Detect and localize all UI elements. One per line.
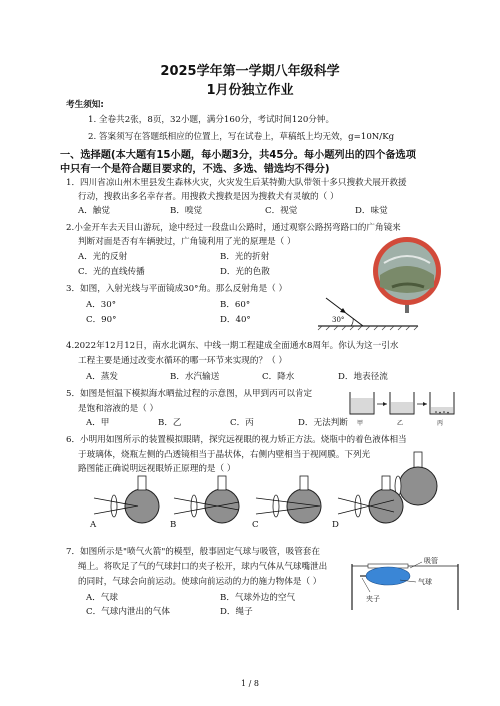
q7-option-b: B．气球外边的空气	[220, 593, 296, 603]
q7-option-d: D．绳子	[220, 607, 253, 617]
q7-option-a: A．气球	[86, 593, 118, 603]
section-heading-line-2: 中只有一个是符合题目要求的，不选、多选、错选均不得分)	[60, 164, 330, 175]
q2-option-a: A．光的反射	[78, 252, 128, 262]
exam-subtitle: 1月份独立作业	[206, 83, 294, 98]
q2-option-b: B．光的折射	[220, 252, 270, 262]
beaker-label-yi: 乙	[397, 420, 404, 427]
q6-option-b-diagram	[174, 476, 239, 523]
q1-option-b: B．嗅觉	[170, 206, 203, 216]
notice-item-1: 1. 全卷共2张，8页，32小题，满分160分，考试时间120分钟。	[88, 115, 335, 125]
beaker-label-jia: 甲	[357, 420, 364, 427]
q6-option-c-diagram	[256, 476, 321, 523]
q6-option-a-diagram	[94, 476, 159, 523]
q4-line-1: 4.2022年12月12日，南水北调东、中线一期工程建成全面通水8周年。你认为这一引水	[66, 341, 399, 351]
section-heading-line-1: 一、选择题(本大题有15小题，每小题3分，共45分。每小题列出的四个备选项	[60, 150, 416, 161]
q5-option-a: A．甲	[86, 418, 110, 428]
q2-line-1: 2.小金开车去天目山游玩，途中经过一段盘山公路时，通过观察公路拐弯路口的广角镜来	[66, 223, 401, 233]
q3-angle-label: 30°	[332, 316, 345, 324]
q6-option-c-label: C	[252, 520, 259, 530]
q6-option-d-label: D	[332, 520, 339, 530]
q7-line-1: 7．如图所示是"喷气火箭"的模型，般事固定气球与吸管，吸管套在	[66, 547, 320, 557]
q3-option-d: D．40°	[220, 315, 251, 325]
q3-option-c: C．90°	[86, 315, 117, 325]
beaker-bing	[430, 392, 454, 414]
q2-line-2: 判断对面是否有车辆驶过，广角镜利用了光的原理是（ ）	[78, 237, 296, 247]
beakers-figure	[346, 388, 464, 422]
q2-option-d: D．光的色散	[220, 267, 270, 277]
exam-title: 2025学年第一学期八年级科学	[160, 64, 340, 79]
notice-heading: 考生须知:	[66, 100, 104, 110]
page-number: 1 / 8	[241, 679, 259, 688]
q7-fig-label-balloon: 气球	[418, 578, 432, 586]
q1-option-c: C．视觉	[265, 206, 298, 216]
q4-option-a: A．蒸发	[86, 372, 118, 382]
q5-line-1: 5．如图是恒温下模拟海水晒盐过程的示意图，从甲到丙可以肯定	[66, 389, 313, 399]
q5-option-c: C．丙	[230, 418, 254, 428]
q1-line-1: 1．四川省凉山州木里县发生森林火灾，火灾发生后某特勤大队带领十多只搜救犬展开救援	[66, 178, 407, 188]
q7-option-c: C．气球内泄出的气体	[86, 607, 170, 617]
q1-option-d: D．味觉	[355, 206, 388, 216]
q4-option-b: B．水汽输送	[170, 372, 220, 382]
q6-option-b-label: B	[170, 520, 177, 530]
q4-option-c: C．降水	[262, 372, 295, 382]
q4-line-2: 工程主要是通过改变水循环的哪一环节来实现的？（ ）	[78, 356, 287, 366]
q5-line-2: 是饱和溶液的是（ ）	[78, 404, 159, 414]
beaker-yi	[390, 392, 414, 414]
q1-line-2: 行动，搜救出多名幸存者。用搜救犬搜救是因为搜救犬有灵敏的（ ）	[78, 192, 339, 202]
q1-option-a: A．触觉	[78, 206, 110, 216]
q7-fig-label-straw: 吸管	[424, 557, 438, 565]
q3-line-1: 3．如图，入射光线与平面镜成30°角。那么反射角是（ ）	[66, 284, 288, 294]
q6-options-diagrams	[94, 476, 434, 536]
q6-option-d-diagram	[338, 476, 403, 523]
q6-line-2: 于玻璃体，烧瓶左侧的凸透镜相当于晶状体，右侧内壁相当于视网膜。下列光	[78, 450, 371, 460]
q3-option-b: B．60°	[220, 300, 251, 310]
mirror-incident-ray-figure	[318, 296, 424, 330]
notice-item-2: 2. 答案须写在答题纸相应的位置上，写在试卷上，草稿纸上均无效，g=10N/Kg	[88, 132, 395, 142]
q2-option-c: C．光的直线传播	[78, 267, 145, 277]
q7-line-2: 绳上。将吹足了气的气球封口的夹子松开，球内气体从气球嘴泄出	[78, 562, 328, 572]
q6-option-a-label: A	[90, 520, 97, 530]
beaker-label-bing: 丙	[437, 420, 444, 427]
q4-option-d: D．地表径流	[338, 372, 388, 382]
q3-option-a: A．30°	[86, 300, 117, 310]
q6-line-3: 路图能正确说明远视眼矫正原理的是（ ）	[78, 464, 236, 474]
q5-option-d: D．无法判断	[298, 418, 348, 428]
beaker-jia	[350, 392, 374, 414]
q7-fig-label-clip: 夹子	[366, 595, 380, 603]
q7-line-3: 的同时，气球会向前运动。使球向前运动的力的施力物体是（ ）	[78, 577, 322, 587]
q5-option-b: B．乙	[158, 418, 182, 428]
q6-line-1: 6．小明用如图所示的装置模拟眼睛，探究远视眼的视力矫正方法。烧瓶中的着色液体相当	[66, 435, 407, 445]
